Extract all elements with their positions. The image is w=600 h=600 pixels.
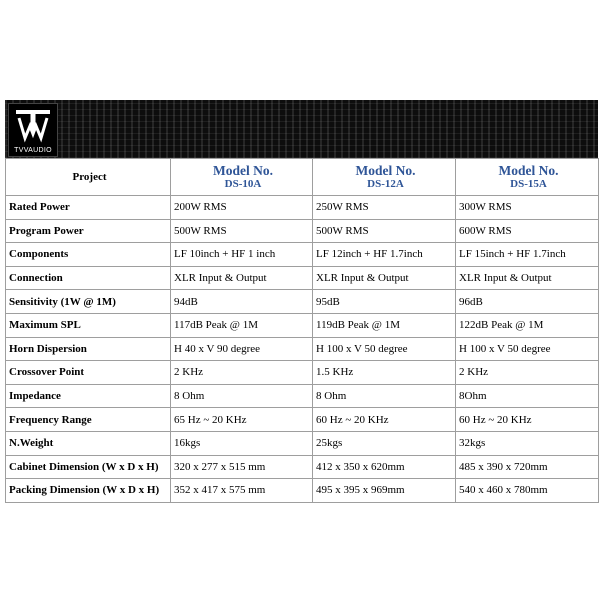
spec-cell: 96dB	[456, 290, 599, 314]
spec-cell: 412 x 350 x 620mm	[313, 455, 456, 479]
spec-cell: 16kgs	[171, 431, 313, 455]
model-label: Model No.	[355, 162, 416, 178]
table-row	[6, 290, 599, 314]
spec-cell: 352 x 417 x 575 mm	[171, 479, 313, 503]
model-id: DS-15A	[510, 178, 547, 191]
row-label: Sensitivity (1W @ 1M)	[6, 290, 171, 314]
spec-cell: XLR Input & Output	[456, 266, 599, 290]
row-label: N.Weight	[6, 431, 171, 455]
spec-cell: 2 KHz	[171, 361, 313, 385]
row-label: Packing Dimension (W x D x H)	[6, 479, 171, 503]
brand-logo-mark	[13, 108, 53, 144]
row-label: Horn Dispersion	[6, 337, 171, 361]
spec-cell: 8 Ohm	[313, 384, 456, 408]
spec-cell: 60 Hz ~ 20 KHz	[456, 408, 599, 432]
spec-cell: LF 15inch + HF 1.7inch	[456, 243, 599, 267]
table-row	[6, 479, 599, 503]
project-header: Project	[6, 159, 171, 196]
spec-cell: 495 x 395 x 969mm	[313, 479, 456, 503]
model-id: DS-12A	[367, 178, 404, 191]
row-label: Cabinet Dimension (W x D x H)	[6, 455, 171, 479]
row-label: Impedance	[6, 384, 171, 408]
spec-cell: 250W RMS	[313, 196, 456, 220]
spec-cell: 320 x 277 x 515 mm	[171, 455, 313, 479]
table-row	[6, 455, 599, 479]
spec-cell: H 100 x V 50 degree	[313, 337, 456, 361]
row-label: Connection	[6, 266, 171, 290]
brand-logo-text: TVVAUDIO	[14, 147, 52, 154]
model-header-ds-10a	[171, 159, 313, 196]
spec-cell: 119dB Peak @ 1M	[313, 313, 456, 337]
table-row	[6, 196, 599, 220]
row-label: Frequency Range	[6, 408, 171, 432]
brand-logo	[8, 103, 58, 157]
spec-cell: H 100 x V 50 degree	[456, 337, 599, 361]
model-header-ds-12a	[313, 159, 456, 196]
row-label: Maximum SPL	[6, 313, 171, 337]
table-row	[6, 313, 599, 337]
spec-cell: LF 12inch + HF 1.7inch	[313, 243, 456, 267]
spec-cell: 94dB	[171, 290, 313, 314]
spec-cell: 500W RMS	[171, 219, 313, 243]
table-row	[6, 243, 599, 267]
spec-cell: 485 x 390 x 720mm	[456, 455, 599, 479]
spec-cell: 25kgs	[313, 431, 456, 455]
spec-cell: 8 Ohm	[171, 384, 313, 408]
spec-cell: XLR Input & Output	[313, 266, 456, 290]
table-row	[6, 337, 599, 361]
row-label: Crossover Point	[6, 361, 171, 385]
table-row	[6, 431, 599, 455]
spec-cell: 117dB Peak @ 1M	[171, 313, 313, 337]
table-row	[6, 384, 599, 408]
model-header-ds-15a	[456, 159, 599, 196]
spec-table	[5, 158, 599, 503]
spec-cell: 32kgs	[456, 431, 599, 455]
spec-cell: 540 x 460 x 780mm	[456, 479, 599, 503]
spec-cell: H 40 x V 90 degree	[171, 337, 313, 361]
spec-cell: 95dB	[313, 290, 456, 314]
table-row	[6, 361, 599, 385]
spec-cell: 200W RMS	[171, 196, 313, 220]
spec-cell: 122dB Peak @ 1M	[456, 313, 599, 337]
spec-cell: XLR Input & Output	[171, 266, 313, 290]
spec-cell: 600W RMS	[456, 219, 599, 243]
model-label: Model No.	[213, 162, 273, 178]
spec-cell: 65 Hz ~ 20 KHz	[171, 408, 313, 432]
spec-cell: 2 KHz	[456, 361, 599, 385]
model-id: DS-10A	[224, 178, 262, 191]
spec-cell: 60 Hz ~ 20 KHz	[313, 408, 456, 432]
header-banner	[5, 100, 598, 158]
row-label: Components	[6, 243, 171, 267]
model-label: Model No.	[498, 162, 559, 178]
table-row	[6, 266, 599, 290]
row-label: Rated Power	[6, 196, 171, 220]
spec-cell: 300W RMS	[456, 196, 599, 220]
spec-cell: 1.5 KHz	[313, 361, 456, 385]
spec-cell: 8Ohm	[456, 384, 599, 408]
table-row	[6, 408, 599, 432]
table-row	[6, 219, 599, 243]
spec-cell: 500W RMS	[313, 219, 456, 243]
row-label: Program Power	[6, 219, 171, 243]
spec-cell: LF 10inch + HF 1 inch	[171, 243, 313, 267]
table-header-row	[6, 159, 599, 196]
